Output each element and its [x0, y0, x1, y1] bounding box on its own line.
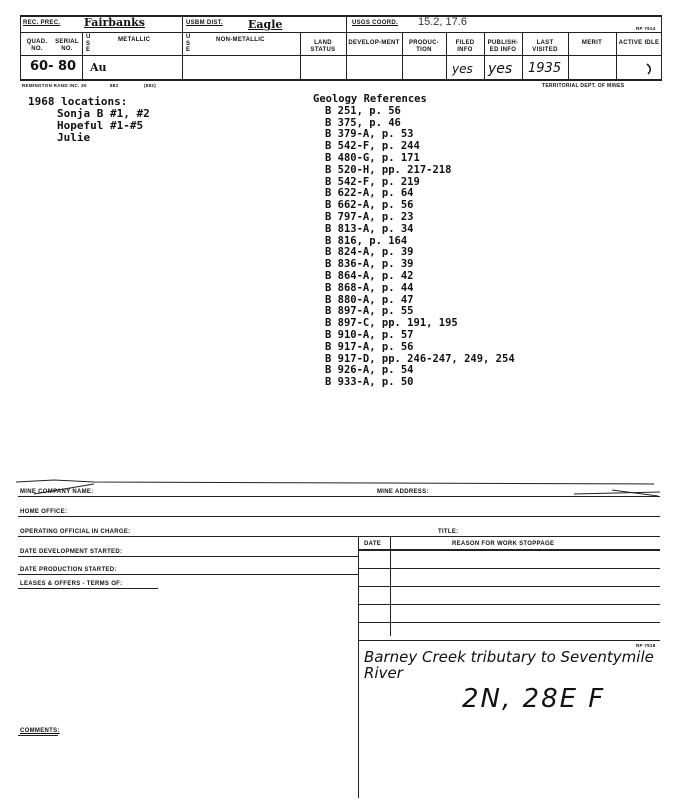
rule [18, 574, 358, 575]
coord-value: 15.2, 17.6 [418, 16, 467, 28]
geology-ref: B 480-G, p. 171 [325, 151, 420, 164]
prod-started-label: DATE PRODUCTION STARTED: [20, 567, 117, 573]
col-published-info: PUBLISH-ED INFO [487, 40, 519, 53]
date-col-left [358, 536, 359, 798]
geology-ref: B 880-A, p. 47 [325, 293, 414, 306]
location-item: Sonja B #1, #2 [57, 107, 150, 120]
mine-company-label: MINE COMPANY NAME: [20, 489, 94, 495]
geology-ref: B 520-H, pp. 217-218 [325, 163, 452, 176]
title-label: TITLE: [438, 529, 459, 535]
sep [182, 15, 183, 79]
date-label: DATE [364, 541, 382, 547]
geology-ref: B 251, p. 56 [325, 104, 401, 117]
geology-ref: B 836-A, p. 39 [325, 258, 414, 271]
address-slash [612, 480, 660, 498]
printer-code: 882 [110, 83, 119, 88]
geology-ref: B 917-A, p. 56 [325, 340, 414, 353]
printer-code-2: (882) [144, 83, 157, 88]
sep [346, 15, 347, 32]
rule [358, 640, 660, 641]
geology-ref: B 917-D, pp. 246-247, 249, 254 [325, 352, 515, 365]
col-development: DEVELOP-MENT [348, 40, 400, 46]
hand-note-line2: River [364, 664, 403, 682]
geology-ref: B 816, p. 164 [325, 234, 408, 247]
header-left-border [20, 15, 21, 79]
coord-label: USGS COORD. [352, 20, 398, 26]
rule [358, 568, 660, 569]
geology-ref: B 797-A, p. 23 [325, 210, 414, 223]
col-quad: QUAD. NO. [26, 39, 48, 52]
active-idle-mark [644, 62, 656, 78]
territorial-dept: TERRITORIAL DEPT. OF MINES [542, 83, 625, 89]
col-merit: MERIT [581, 40, 603, 46]
rule [358, 549, 660, 551]
location-item: Hopeful #1-#5 [57, 119, 144, 132]
sep [568, 32, 569, 79]
locations-list [28, 108, 150, 144]
operating-official-label: OPERATING OFFICIAL IN CHARGE: [20, 529, 131, 535]
header-bottom-rule [20, 79, 662, 81]
geology-ref: B 926-A, p. 54 [325, 364, 414, 377]
comments-label: COMMENTS: [20, 728, 60, 734]
rule [18, 516, 660, 517]
col-production: PRODUC-TION [408, 40, 440, 53]
form-number: RP 7914 [636, 26, 656, 31]
col-last-visited: LAST VISITED [532, 40, 558, 53]
rec-prec-value: Fairbanks [84, 16, 145, 29]
geology-ref: B 824-A, p. 39 [325, 246, 414, 259]
geology-ref: B 897-C, pp. 191, 195 [325, 317, 458, 330]
sep [616, 32, 617, 79]
geology-title: Geology References [313, 93, 427, 105]
geology-ref: B 375, p. 46 [325, 116, 401, 129]
rule [358, 604, 660, 605]
geology-ref-list [313, 106, 515, 389]
sep [300, 32, 301, 79]
col-filed-info: FILED INFO [455, 40, 475, 53]
col-metallic: METALLIC [118, 37, 151, 43]
header-mid-rule [20, 32, 662, 33]
quad-serial-value: 60- 80 [30, 59, 77, 74]
rec-prec-label: REC. PREC. [23, 20, 61, 26]
geology-ref: B 864-A, p. 42 [325, 269, 414, 282]
col-u-metallic: U S E [86, 34, 91, 53]
geology-references [313, 94, 515, 389]
reason-label: REASON FOR WORK STOPPAGE [452, 541, 555, 547]
metallic-value: Au [90, 61, 107, 74]
col-active-idle: ACTIVE IDLE [618, 40, 660, 46]
dev-started-label: DATE DEVELOPMENT STARTED: [20, 549, 123, 555]
geology-ref: B 910-A, p. 57 [325, 328, 414, 341]
rule [18, 556, 358, 557]
home-office-label: HOME OFFICE: [20, 509, 68, 515]
geology-ref: B 662-A, p. 56 [325, 199, 414, 212]
rule [18, 735, 58, 736]
last-visited-value: 1935 [528, 61, 562, 76]
sep [522, 32, 523, 79]
rule [18, 496, 660, 497]
col-nonmetallic: NON-METALLIC [216, 37, 265, 43]
usgs-dist-value: Eagle [248, 18, 283, 31]
geology-ref: B 813-A, p. 34 [325, 222, 414, 235]
sep [446, 32, 447, 79]
geology-ref: B 897-A, p. 55 [325, 305, 414, 318]
rule [18, 536, 660, 537]
rule [358, 622, 660, 623]
locations-title: 1968 locations: [28, 95, 128, 108]
geology-ref: B 379-A, p. 53 [325, 128, 414, 141]
usgs-dist-label: USBM DIST. [186, 20, 224, 26]
filed-value: yes [452, 62, 473, 76]
mine-address-label: MINE ADDRESS: [377, 489, 429, 495]
leases-label: LEASES & OFFERS - TERMS OF: [20, 581, 123, 587]
col-u-nonmetallic: U S E [186, 34, 191, 53]
sep [484, 32, 485, 79]
header-right-border [661, 15, 662, 79]
hand-note-grid: 2N, 28E F [462, 684, 606, 714]
form-number-2: RP 7918 [636, 643, 656, 648]
col-land-status: LAND STATUS [310, 40, 336, 53]
hand-note-line1: Barney Creek tributary to Seventymile [364, 648, 654, 666]
geology-ref: B 542-F, p. 244 [325, 140, 420, 153]
tear-edge [14, 470, 662, 496]
locations-block [28, 96, 150, 144]
location-item: Julie [57, 131, 91, 144]
rule [358, 586, 660, 587]
rule [18, 588, 158, 589]
published-value: yes [488, 61, 513, 77]
geology-ref: B 868-A, p. 44 [325, 281, 414, 294]
col-serial: SERIAL NO. [55, 39, 79, 52]
geology-ref: B 542-F, p. 219 [325, 175, 420, 188]
geology-ref: B 622-A, p. 64 [325, 187, 414, 200]
printer-line: REMINGTON RAND INC. 30 [22, 83, 87, 88]
header-col-rule [20, 55, 662, 56]
sep [402, 32, 403, 79]
geology-ref: B 933-A, p. 50 [325, 376, 414, 389]
